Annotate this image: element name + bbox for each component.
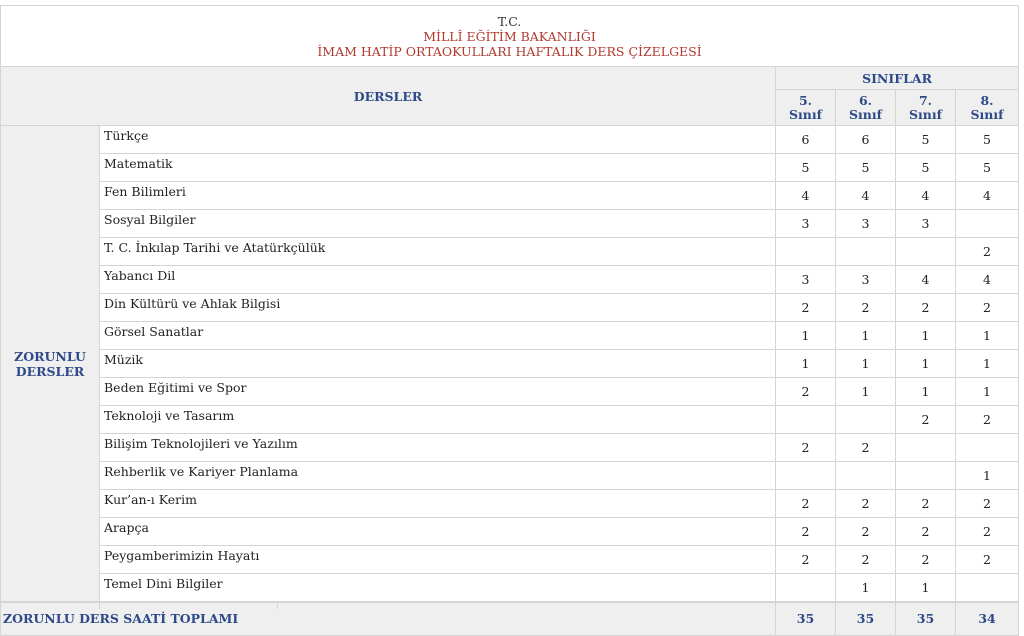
hours-cell: 2 xyxy=(836,490,896,518)
hours-cell xyxy=(896,434,956,462)
hours-cell: 2 xyxy=(896,546,956,574)
strip-divider xyxy=(955,603,956,609)
table-row xyxy=(1,238,1019,266)
subject-name: Matematik xyxy=(100,154,776,182)
hours-cell: 5 xyxy=(956,154,1019,182)
category-cell xyxy=(1,126,100,602)
hours-cell xyxy=(956,574,1019,602)
category-line-2: DERSLER xyxy=(15,363,85,379)
total-hours-cell: 35 xyxy=(836,602,896,636)
title-line-3: İMAM HATİP ORTAOKULLARI HAFTALIK DERS ÇİZELGESİ xyxy=(317,43,702,59)
table-row xyxy=(1,574,1019,602)
hours-cell: 1 xyxy=(956,322,1019,350)
hours-cell: 2 xyxy=(956,294,1019,322)
hours-cell: 1 xyxy=(896,378,956,406)
hours-cell: 4 xyxy=(836,182,896,210)
hours-cell: 1 xyxy=(896,350,956,378)
hours-cell xyxy=(836,238,896,266)
hours-cell xyxy=(776,462,836,490)
hours-cell: 2 xyxy=(956,406,1019,434)
hours-cell xyxy=(956,210,1019,238)
hours-cell xyxy=(956,434,1019,462)
total-label: ZORUNLU DERS SAATİ TOPLAMI xyxy=(1,602,776,636)
hours-cell: 4 xyxy=(956,266,1019,294)
title-line-2: MİLLÎ EĞİTİM BAKANLIĞI xyxy=(423,28,596,44)
strip-divider xyxy=(775,603,776,609)
hours-cell: 1 xyxy=(776,322,836,350)
table-row xyxy=(1,182,1019,210)
hours-cell xyxy=(776,238,836,266)
grade-5-header xyxy=(776,90,836,126)
strip-divider xyxy=(99,603,100,609)
hours-cell: 1 xyxy=(776,350,836,378)
hours-cell: 1 xyxy=(956,378,1019,406)
table-row xyxy=(1,266,1019,294)
hours-cell xyxy=(896,238,956,266)
subject-name: Beden Eğitimi ve Spor xyxy=(100,378,776,406)
hours-cell: 3 xyxy=(776,210,836,238)
title-line-1: T.C. xyxy=(497,13,522,29)
hours-cell: 2 xyxy=(956,518,1019,546)
subject-name: Fen Bilimleri xyxy=(100,182,776,210)
hours-cell: 1 xyxy=(836,350,896,378)
grade-6-header xyxy=(836,90,896,126)
total-hours-cell: 34 xyxy=(956,602,1019,636)
table-row xyxy=(1,350,1019,378)
grade-number: 8. xyxy=(980,92,994,108)
hours-cell: 5 xyxy=(776,154,836,182)
grade-word: Sınıf xyxy=(789,106,822,122)
hours-cell: 2 xyxy=(776,546,836,574)
hours-cell: 4 xyxy=(896,182,956,210)
hours-cell: 5 xyxy=(896,154,956,182)
hours-cell: 6 xyxy=(776,126,836,154)
hours-cell: 4 xyxy=(896,266,956,294)
hours-cell: 1 xyxy=(836,378,896,406)
hours-cell: 2 xyxy=(896,406,956,434)
grade-number: 6. xyxy=(858,92,873,108)
hours-cell: 3 xyxy=(896,210,956,238)
grade-word: Sınıf xyxy=(970,106,1004,122)
hours-cell: 2 xyxy=(896,294,956,322)
hours-cell: 5 xyxy=(956,126,1019,154)
hours-cell xyxy=(896,462,956,490)
subject-name: Bilişim Teknolojileri ve Yazılım xyxy=(100,434,776,462)
table-title xyxy=(1,6,1019,67)
subject-name: Sosyal Bilgiler xyxy=(100,210,776,238)
subject-name: Peygamberimizin Hayatı xyxy=(100,546,776,574)
strip-divider xyxy=(835,603,836,609)
hours-cell: 2 xyxy=(776,434,836,462)
subject-name: Arapça xyxy=(100,518,776,546)
grade-word: Sınıf xyxy=(849,106,882,122)
grade-word: Sınıf xyxy=(909,106,942,122)
hours-cell: 3 xyxy=(776,266,836,294)
hours-cell: 4 xyxy=(956,182,1019,210)
grade-7-header xyxy=(896,90,956,126)
hours-cell: 2 xyxy=(836,434,896,462)
total-hours-cell: 35 xyxy=(896,602,956,636)
table-row xyxy=(1,546,1019,574)
subject-name: Rehberlik ve Kariyer Planlama xyxy=(100,462,776,490)
hours-cell: 2 xyxy=(776,294,836,322)
table-row xyxy=(1,294,1019,322)
strip-divider xyxy=(895,603,896,609)
hours-cell: 3 xyxy=(836,266,896,294)
subject-name: Teknoloji ve Tasarım xyxy=(100,406,776,434)
hours-cell xyxy=(836,462,896,490)
hours-cell xyxy=(836,406,896,434)
siniflar-header: SINIFLAR xyxy=(776,67,1019,90)
hours-cell: 6 xyxy=(836,126,896,154)
subject-name: Kur’an-ı Kerim xyxy=(100,490,776,518)
category-line-1: ZORUNLU xyxy=(14,348,86,364)
hours-cell: 2 xyxy=(776,378,836,406)
table-row xyxy=(1,406,1019,434)
table-row xyxy=(1,126,1019,154)
subject-name: Görsel Sanatlar xyxy=(100,322,776,350)
hours-cell: 1 xyxy=(956,350,1019,378)
table-row xyxy=(1,378,1019,406)
subject-name: Din Kültürü ve Ahlak Bilgisi xyxy=(100,294,776,322)
title-row xyxy=(1,6,1019,67)
hours-cell: 1 xyxy=(896,322,956,350)
column-header-row xyxy=(1,67,1019,90)
hours-cell: 2 xyxy=(836,294,896,322)
hours-cell: 4 xyxy=(776,182,836,210)
strip-divider xyxy=(277,603,278,609)
hours-cell: 2 xyxy=(956,546,1019,574)
hours-cell: 2 xyxy=(896,490,956,518)
dersler-header: DERSLER xyxy=(1,67,776,126)
hours-cell: 2 xyxy=(776,518,836,546)
table-row xyxy=(1,154,1019,182)
hours-cell xyxy=(776,406,836,434)
hours-cell: 1 xyxy=(896,574,956,602)
subject-name: Türkçe xyxy=(100,126,776,154)
table-row xyxy=(1,434,1019,462)
subject-name: T. C. İnkılap Tarihi ve Atatürkçülük xyxy=(100,238,776,266)
hours-cell: 2 xyxy=(776,490,836,518)
table-row xyxy=(1,322,1019,350)
grade-number: 5. xyxy=(798,92,813,108)
total-hours-cell: 35 xyxy=(776,602,836,636)
hours-cell: 5 xyxy=(836,154,896,182)
grade-8-header xyxy=(956,90,1019,126)
hours-cell: 2 xyxy=(956,238,1019,266)
hours-cell: 3 xyxy=(836,210,896,238)
hours-cell: 2 xyxy=(836,518,896,546)
weekly-schedule-table xyxy=(0,5,1019,636)
hours-cell: 1 xyxy=(836,574,896,602)
table-row xyxy=(1,518,1019,546)
hours-cell: 2 xyxy=(956,490,1019,518)
hours-cell: 1 xyxy=(956,462,1019,490)
hours-cell xyxy=(776,574,836,602)
subject-name: Müzik xyxy=(100,350,776,378)
hours-cell: 2 xyxy=(836,546,896,574)
hours-cell: 1 xyxy=(836,322,896,350)
grade-number: 7. xyxy=(918,92,933,108)
table-row xyxy=(1,462,1019,490)
table-row xyxy=(1,210,1019,238)
subject-name: Temel Dini Bilgiler xyxy=(100,574,776,602)
hours-cell: 2 xyxy=(896,518,956,546)
hours-cell: 5 xyxy=(896,126,956,154)
table-row xyxy=(1,490,1019,518)
subject-name: Yabancı Dil xyxy=(100,266,776,294)
